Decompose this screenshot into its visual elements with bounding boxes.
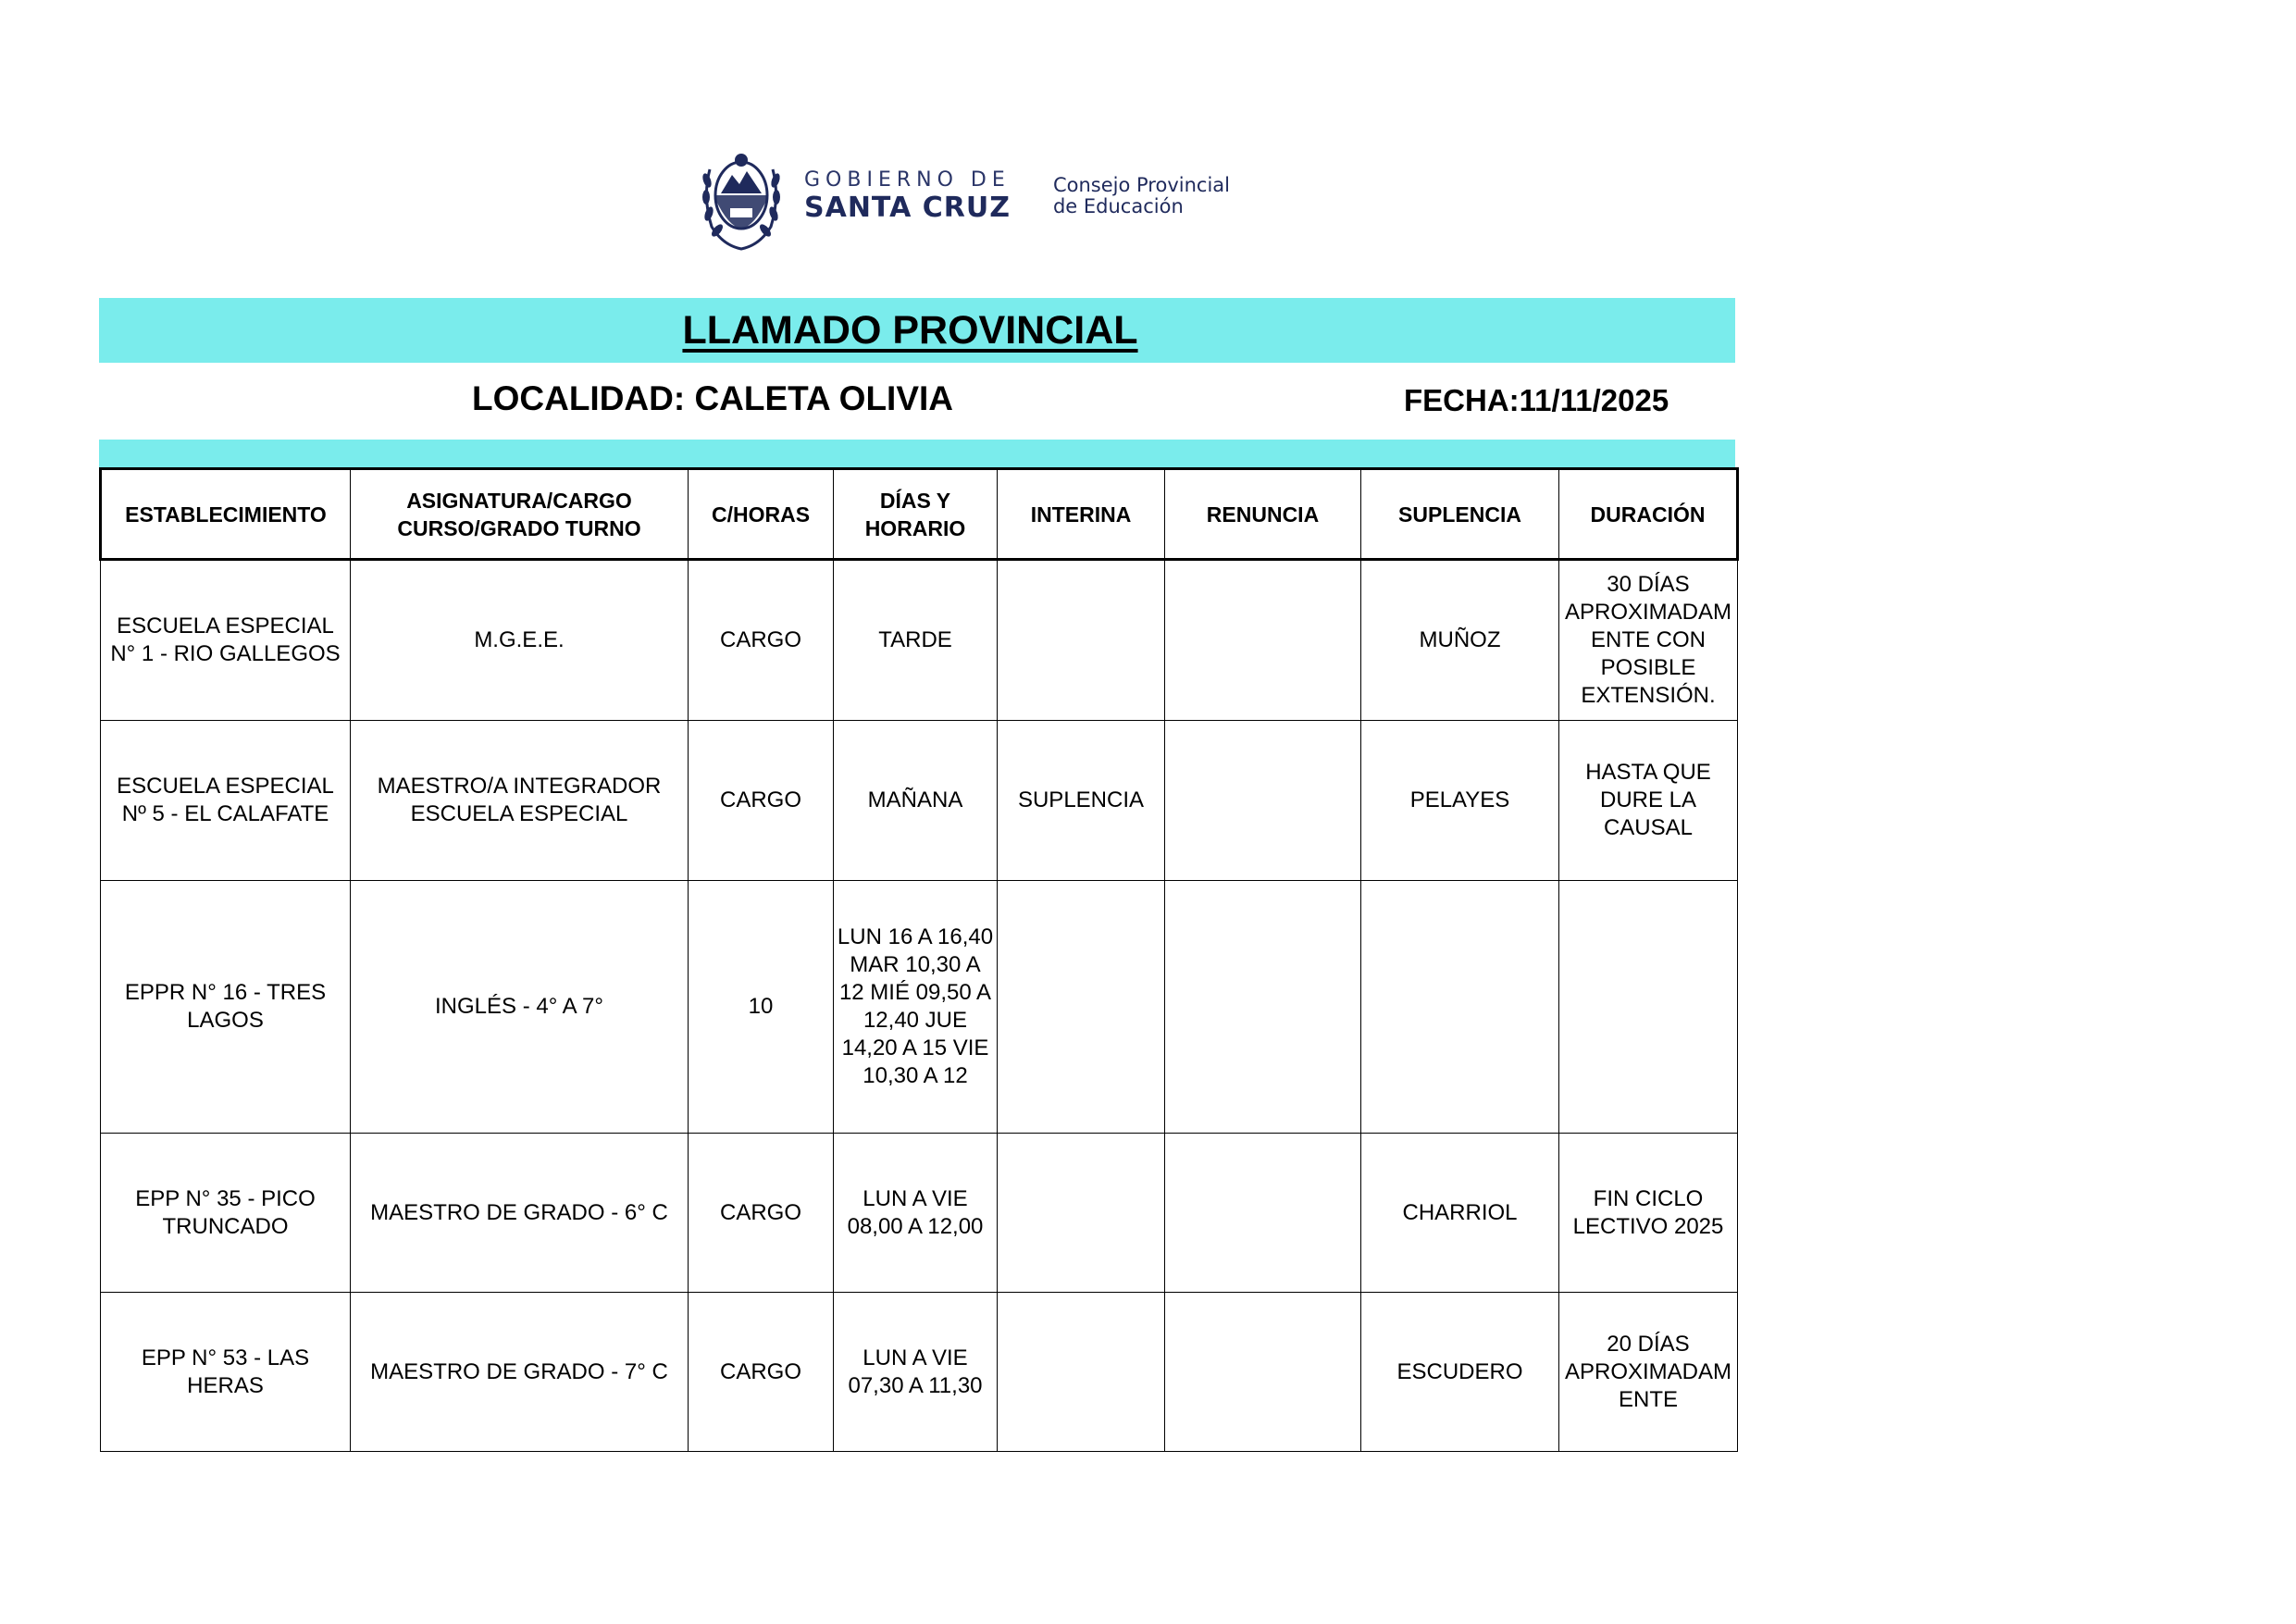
gov-line-1: GOBIERNO DE (804, 168, 1011, 192)
col-header-suplencia: SUPLENCIA (1361, 469, 1559, 560)
col-header-horas: C/HORAS (689, 469, 834, 560)
cell-duracion: HASTA QUE DURE LA CAUSAL (1559, 721, 1738, 881)
header-logo (699, 141, 1230, 252)
cell-asignatura: M.G.E.E. (351, 560, 689, 721)
cell-duracion: 20 DÍAS APROXIMADAMENTE (1559, 1293, 1738, 1452)
cell-dias: LUN A VIE 08,00 A 12,00 (834, 1134, 998, 1293)
cell-interina (998, 1134, 1165, 1293)
cell-establecimiento: EPP N° 53 - LAS HERAS (101, 1293, 351, 1452)
cell-dias: LUN 16 A 16,40 MAR 10,30 A 12 MIÉ 09,50 A 12,40 JUE 14,20 A 15 VIE 10,30 A 12 (834, 881, 998, 1134)
cell-interina (998, 1293, 1165, 1452)
cell-dias: LUN A VIE 07,30 A 11,30 (834, 1293, 998, 1452)
cell-duracion: 30 DÍAS APROXIMADAMENTE CON POSIBLE EXTENSIÓN. (1559, 560, 1738, 721)
gov-line-2: SANTA CRUZ (804, 192, 1011, 224)
cell-interina (998, 560, 1165, 721)
col-header-renuncia: RENUNCIA (1165, 469, 1361, 560)
council-name (1053, 175, 1230, 217)
col-header-duracion: DURACIÓN (1559, 469, 1738, 560)
col-header-interina: INTERINA (998, 469, 1165, 560)
cell-horas: CARGO (689, 560, 834, 721)
cell-asignatura: INGLÉS - 4° A 7° (351, 881, 689, 1134)
cell-horas: CARGO (689, 1293, 834, 1452)
cell-suplencia: CHARRIOL (1361, 1134, 1559, 1293)
government-name (804, 168, 1011, 224)
cell-suplencia: PELAYES (1361, 721, 1559, 881)
table-header-row (101, 469, 1738, 560)
cell-asignatura: MAESTRO/A INTEGRADOR ESCUELA ESPECIAL (351, 721, 689, 881)
council-line-1: Consejo Provincial (1052, 174, 1230, 196)
vacancies-table (99, 467, 1739, 1452)
table-row (101, 881, 1738, 1134)
col-header-asignatura: ASIGNATURA/CARGO CURSO/GRADO TURNO (351, 469, 689, 560)
title-bar (99, 298, 1735, 363)
cell-dias: TARDE (834, 560, 998, 721)
cell-renuncia (1165, 1293, 1361, 1452)
cell-duracion: FIN CICLO LECTIVO 2025 (1559, 1134, 1738, 1293)
cell-horas: 10 (689, 881, 834, 1134)
cell-renuncia (1165, 881, 1361, 1134)
cell-interina: SUPLENCIA (998, 721, 1165, 881)
cell-renuncia (1165, 1134, 1361, 1293)
cell-duracion (1559, 881, 1738, 1134)
cell-horas: CARGO (689, 1134, 834, 1293)
date-label: FECHA:11/11/2025 (1404, 383, 1669, 417)
cell-renuncia (1165, 560, 1361, 721)
cell-suplencia: MUÑOZ (1361, 560, 1559, 721)
col-header-dias: DÍAS Y HORARIO (834, 469, 998, 560)
cell-asignatura: MAESTRO DE GRADO - 7° C (351, 1293, 689, 1452)
cell-asignatura: MAESTRO DE GRADO - 6° C (351, 1134, 689, 1293)
cell-renuncia (1165, 721, 1361, 881)
santa-cruz-seal-icon (699, 142, 784, 251)
cell-suplencia (1361, 881, 1559, 1134)
table-row (101, 721, 1738, 881)
cell-interina (998, 881, 1165, 1134)
cell-suplencia: ESCUDERO (1361, 1293, 1559, 1452)
page-title: LLAMADO PROVINCIAL (682, 307, 1138, 353)
table-row (101, 1134, 1738, 1293)
col-header-establecimiento: ESTABLECIMIENTO (101, 469, 351, 560)
cell-establecimiento: EPP N° 35 - PICO TRUNCADO (101, 1134, 351, 1293)
cell-dias: MAÑANA (834, 721, 998, 881)
cell-horas: CARGO (689, 721, 834, 881)
locality-label: LOCALIDAD: CALETA OLIVIA (472, 379, 954, 417)
cell-establecimiento: EPPR N° 16 - TRES LAGOS (101, 881, 351, 1134)
cell-establecimiento: ESCUELA ESPECIAL Nº 5 - EL CALAFATE (101, 721, 351, 881)
council-line-2: de Educación (1052, 195, 1184, 217)
divider-bar (99, 440, 1735, 467)
cell-establecimiento: ESCUELA ESPECIAL N° 1 - RIO GALLEGOS (101, 560, 351, 721)
table-row (101, 560, 1738, 721)
table-row (101, 1293, 1738, 1452)
